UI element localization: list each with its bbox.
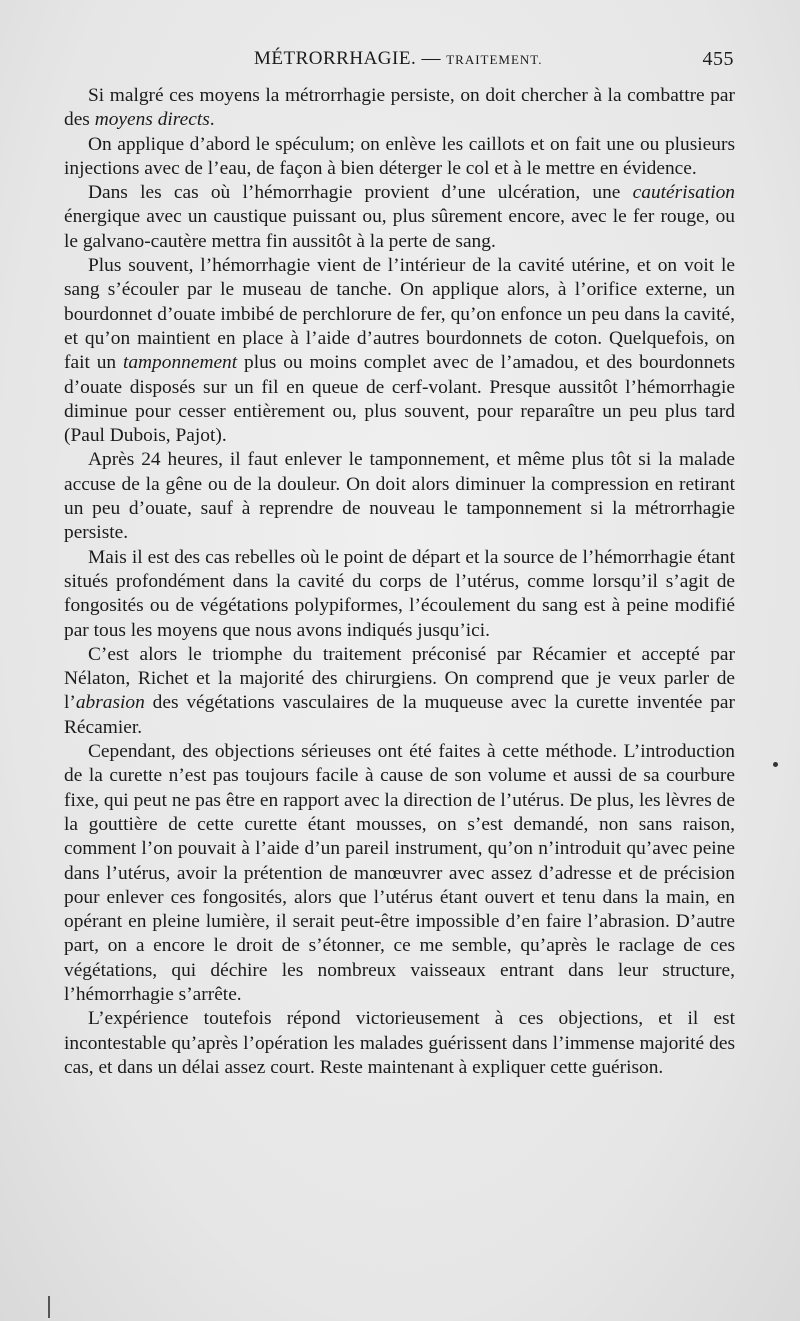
body-text <box>64 84 735 1080</box>
running-head-title <box>254 48 543 70</box>
paragraph <box>64 546 735 643</box>
running-head <box>64 48 734 76</box>
paragraph <box>64 740 735 1007</box>
italic-run: cautérisation <box>632 182 735 204</box>
text-run: . <box>209 109 215 131</box>
text-run: Mais il est des cas rebelles où le point de départ et la source de l’hémorrhagie étant situés profondément dans la cavité du corps de l’utérus, comme lorsqu’il s’agit de fongosités ou de végétations polypiformes, l’écoulement du sang est à peine modifié par tous les moyens que nous avons indiqués jusqu’ici. <box>64 546 735 641</box>
paragraph <box>64 254 735 448</box>
text-run: C’est alors le triomphe du traitement préconisé par Récamier et accepté par Nélaton, Richet et la majorité des chirurgiens. On comprend que je veux parler de l’ <box>64 643 735 714</box>
text-run: Cependant, des objections sérieuses ont été faites à cette méthode. L’introduction de la curette n’est pas toujours facile à cause de son volume et aussi de sa courbure fixe, qui peut ne pas être en rapport avec la direction de l’utérus. De plus, les lèvres de la gouttière de cette curette étant mousses, on s’est demandé, non sans raison, comment l’on pouvait à l’aide d’un pareil instrument, qu’on n’introduit qu’avec peine dans l’utérus, avoir la prétention de manœuvrer avec assez d’adresse et de précision pour enlever ces fongosités, alors que l’utérus étant ouvert et tenu dans la main, en opérant en pleine lumière, il serait peut-être impossible d’en faire l’abrasion. D’autre part, on a encore le droit de s’étonner, ce me semble, qu’après le raclage de ces végétations, qui déchire les nombreux vaisseaux entrant dans leur structure, l’hémorrhagie s’arrête. <box>64 741 735 1005</box>
text-run: des végétations vasculaires de la muqueuse avec la curette inventée par Récamier. <box>64 692 735 738</box>
italic-run: tamponnement <box>122 352 238 374</box>
italic-run: moyens directs <box>94 109 210 131</box>
header-subtitle: TRAITEMENT. <box>446 52 543 67</box>
edge-mark <box>48 1296 50 1318</box>
paragraph <box>64 448 735 545</box>
text-run: plus ou moins complet avec de l’amadou, et des bourdonnets d’ouate disposés sur un fil en queue de cerf-volant. Presque aussitôt l’hémorrhagie diminue pour cesser entièrement ou, plus souvent, pour reparaître un peu plus tard (Paul Dubois, Pajot). <box>64 352 735 447</box>
text-run: Si malgré ces moyens la métrorrhagie persiste, on doit chercher à la combattre par des <box>64 85 735 131</box>
text-run: Après 24 heures, il faut enlever le tamponnement, et même plus tôt si la malade accuse de la gêne ou de la douleur. On doit alors diminuer la compression en retirant un peu d’ouate, sauf à reprendre de nouveau le tamponnement si la métrorrhagie persiste. <box>64 449 735 544</box>
page-number: 455 <box>702 48 734 70</box>
header-title: MÉTRORRHAGIE. — <box>254 48 441 69</box>
text-run: énergique avec un caustique puissant ou, plus sûrement encore, avec le fer rouge, ou le galvano-cautère mettra fin aussitôt à la perte de sang. <box>64 206 735 252</box>
margin-mark <box>773 762 778 767</box>
text-run: Dans les cas où l’hémorrhagie provient d’une ulcération, une <box>88 182 633 204</box>
paragraph <box>64 1007 735 1080</box>
paragraph <box>64 133 735 182</box>
italic-run: abrasion <box>75 692 145 714</box>
text-run: Plus souvent, l’hémorrhagie vient de l’intérieur de la cavité utérine, et on voit le sang s’écouler par le museau de tanche. On applique alors, à l’orifice externe, un bourdonnet d’ouate imbibé de perchlorure de fer, qu’on enfonce un peu dans la cavité, et qu’on maintient en place à l’aide d’autres bourdonnets de coton. Quelquefois, on fait un <box>64 255 735 374</box>
text-run: On applique d’abord le spéculum; on enlève les caillots et on fait une ou plusieurs injections avec de l’eau, de façon à bien déterger le col et à le mettre en évidence. <box>64 133 735 179</box>
paragraph <box>64 181 735 254</box>
text-run: L’expérience toutefois répond victorieusement à ces objections, et il est incontestable qu’après l’opération les malades guérissent dans l’immense majorité des cas, et dans un délai assez court. Reste maintenant à expliquer cette guérison. <box>64 1008 735 1078</box>
paragraph <box>64 643 735 740</box>
paragraph <box>64 84 735 133</box>
